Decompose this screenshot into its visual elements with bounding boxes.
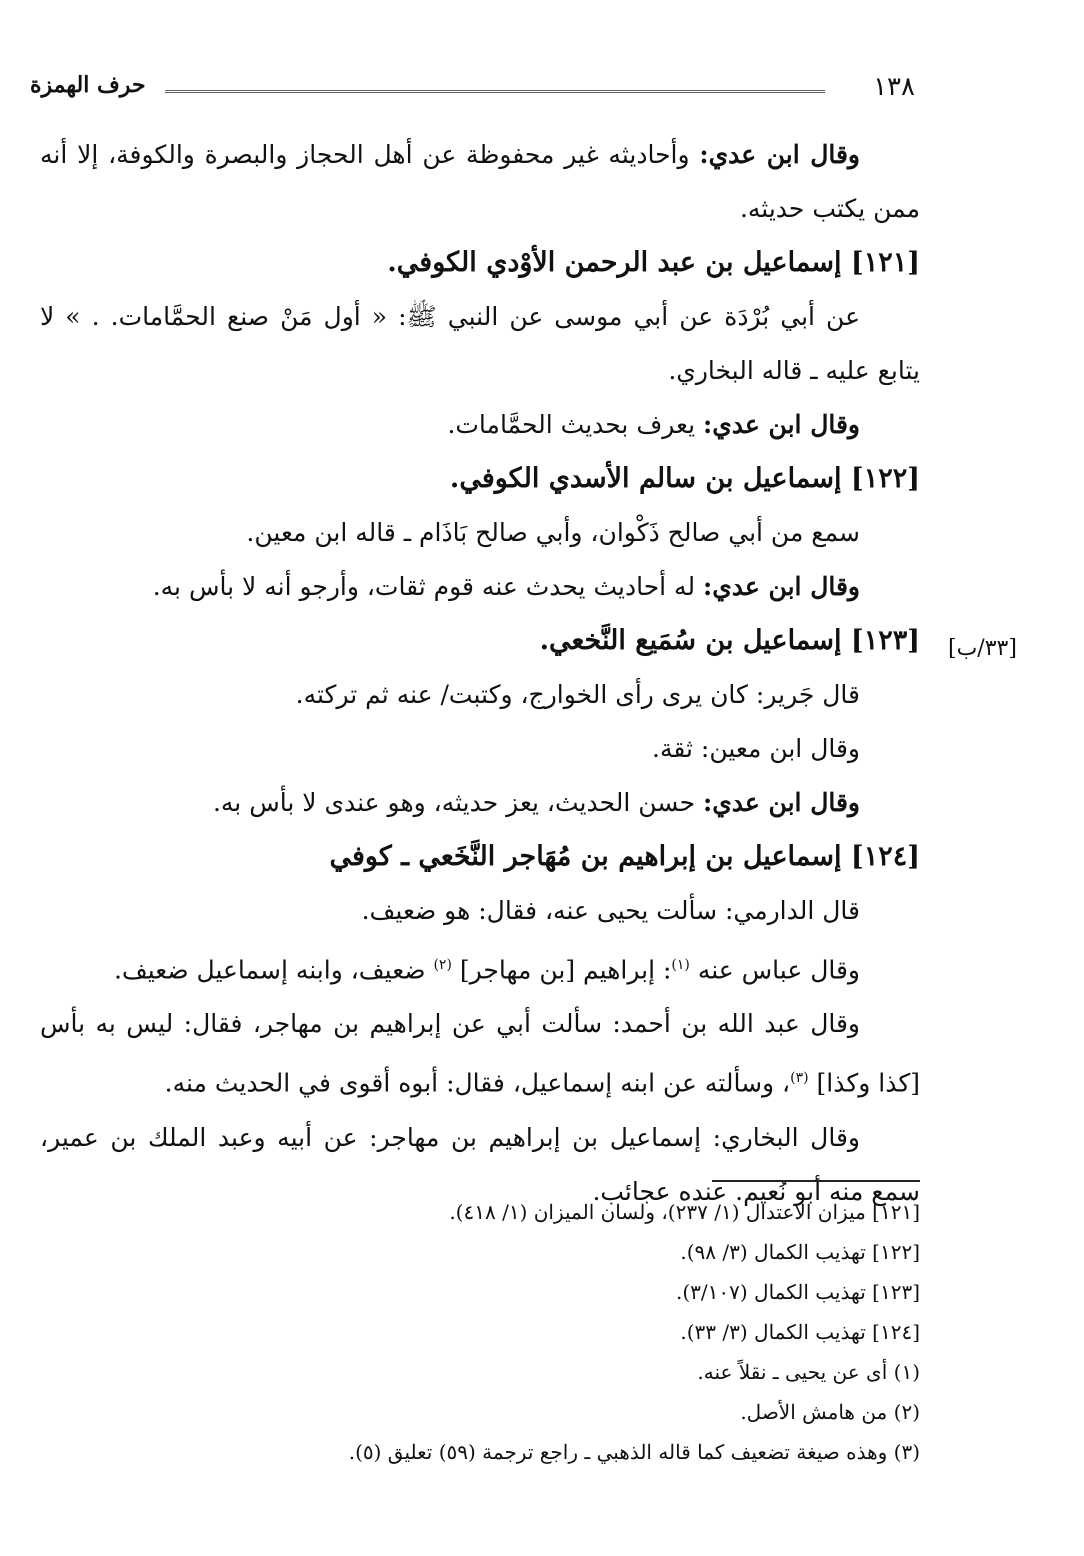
header-rule [165, 90, 825, 93]
entry-title-123: [١٢٣] إسماعيل بن سُمَيع النَّخعي. [539, 625, 920, 656]
speaker-lead: وقال ابن عدي: [699, 140, 860, 169]
running-head: حرف الهمزة [30, 72, 146, 98]
footnote: [١٢٣] تهذيب الكمال (٣/١٠٧). [676, 1280, 920, 1304]
entry-title-121: [١٢١] إسماعيل بن عبد الرحمن الأوْدي الكوفي. [387, 247, 920, 278]
footnote-ref: (١) [671, 957, 690, 973]
paragraph-text: وقال عباس عنه [689, 955, 860, 985]
footnote-ref: (٣) [790, 1070, 809, 1087]
entry-title-124: [١٢٤] إسماعيل بن إبراهيم بن مُهَاجر النَّخَعي ـ كوفي [329, 841, 920, 872]
paragraph-text: وقال عبد الله بن أحمد: سألت أبي عن إبراهيم بن مهاجر، فقال: ليس به بأس [كذا وكذا] [40, 1009, 920, 1098]
footnote: (١) أى عن يحيى ـ نقلاً عنه. [697, 1360, 920, 1384]
footnote: [١٢١] ميزان الاعتدال (١/ ٢٣٧)، ولسان الميزان (١/ ٤١٨). [449, 1200, 920, 1224]
paragraph-text: يعرف بحديث الحمَّامات. [447, 410, 704, 439]
footnote-rule [712, 1180, 920, 1182]
paragraph: عن أبي بُرْدَة عن أبي موسى عن النبي ﷺ: « أول مَنْ صنع الحمَّامات. . » لا يتابع عليه ـ قاله البخاري. [40, 302, 920, 385]
paragraph [40, 776, 920, 830]
footnote: [١٢٤] تهذيب الكمال (٣/ ٣٣). [680, 1320, 920, 1344]
paragraph-text: : إبراهيم [بن مهاجر] [451, 955, 672, 985]
paragraph: وقال البخاري: إسماعيل بن إبراهيم بن مهاجر: عن أبيه وعبد الملك بن عمير، سمع منه أبو نُعيم. عنده عجائب. [40, 1122, 920, 1206]
paragraph [40, 938, 920, 997]
speaker-lead: وقال ابن عدي: [703, 410, 860, 439]
footnote: (٢) من هامش الأصل. [740, 1400, 920, 1424]
paragraph: سمع من أبي صالح ذَكْوان، وأبي صالح بَاذَام ـ قاله ابن معين. [246, 518, 860, 547]
speaker-lead: وقال ابن عدي: [703, 572, 860, 601]
paragraph-text: حسن الحديث، يعز حديثه، وهو عندى لا بأس به. [212, 788, 704, 817]
paragraph [40, 997, 920, 1110]
footnote-ref: (٢) [433, 957, 452, 973]
footnote: (٣) وهذه صيغة تضعيف كما قاله الذهبي ـ راجع ترجمة (٥٩) تعليق (٥). [348, 1440, 920, 1464]
page-number: ١٣٨ [873, 72, 915, 102]
paragraph-text: ضعيف، وابنه إسماعيل ضعيف. [113, 955, 434, 985]
paragraph-text: ، وسألته عن ابنه إسماعيل، فقال: أبوه أقوى في الحديث منه. [164, 1068, 791, 1098]
footnotes [100, 1192, 920, 1472]
footnote: [١٢٢] تهذيب الكمال (٣/ ٩٨). [680, 1240, 920, 1264]
margin-folio-note: [٣٣/ب] [948, 636, 1017, 661]
paragraph-text: وأحاديثه غير محفوظة عن أهل الحجاز والبصرة والكوفة، إلا أنه ممن يكتب حديثه. [40, 140, 920, 223]
speaker-lead: وقال ابن عدي: [703, 788, 860, 817]
paragraph: وقال ابن معين: ثقة. [652, 734, 860, 763]
paragraph [40, 560, 920, 614]
paragraph [40, 128, 920, 236]
paragraph-text: له أحاديث يحدث عنه قوم ثقات، وأرجو أنه لا بأس به. [152, 572, 704, 601]
paragraph: قال الدارمي: سألت يحيى عنه، فقال: هو ضعيف. [361, 896, 860, 925]
paragraph [40, 398, 920, 452]
main-text [40, 128, 920, 1219]
paragraph: قال جَرير: كان يرى رأى الخوارج، وكتبت/ عنه ثم تركته. [295, 680, 860, 709]
entry-title-122: [١٢٢] إسماعيل بن سالم الأسدي الكوفي. [449, 463, 920, 494]
